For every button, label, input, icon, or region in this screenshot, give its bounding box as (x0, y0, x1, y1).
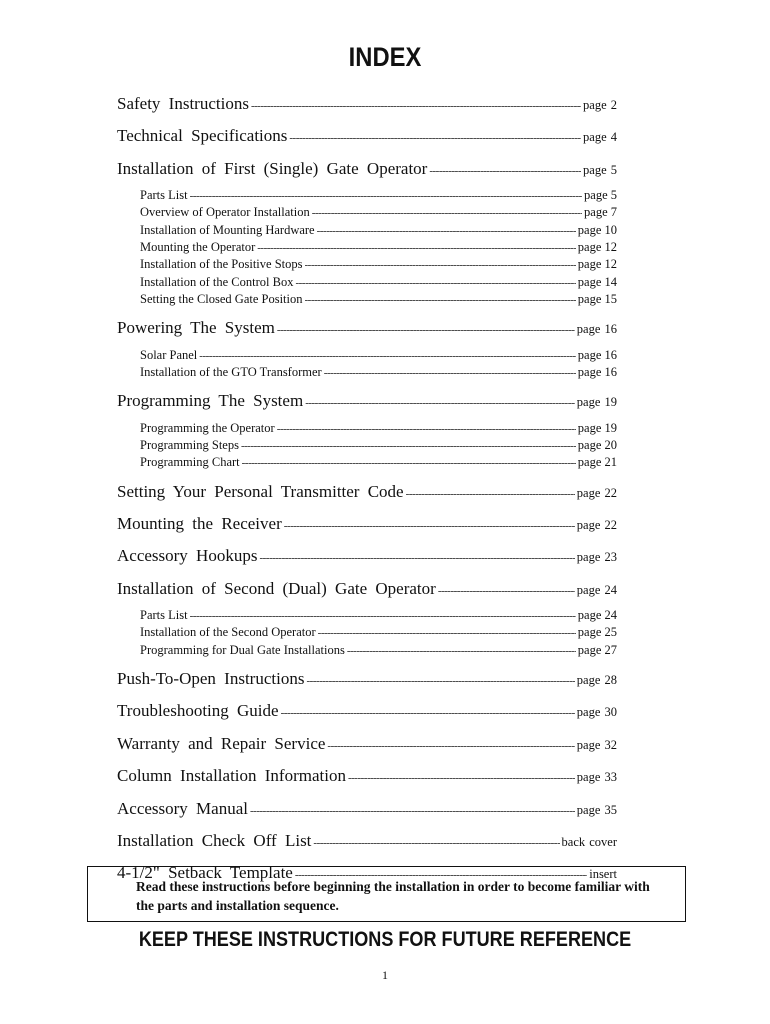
toc-entry-label: Column Installation Information (117, 766, 346, 786)
toc-entry (117, 695, 617, 727)
dot-leader (251, 90, 581, 120)
dot-leader (284, 510, 575, 540)
toc-entry-label: Installation of the Control Box (140, 274, 294, 289)
toc-entry-page: page 12 (577, 257, 617, 272)
toc-entry (117, 540, 617, 572)
toc-entry-page: page 16 (577, 347, 617, 362)
toc-entry-label: Push-To-Open Instructions (117, 668, 305, 688)
toc-entry-page: page 22 (576, 485, 617, 500)
dot-leader (305, 292, 576, 308)
toc-entry-page: page 7 (584, 205, 617, 220)
toc-entry-label: Safety Instructions (117, 94, 249, 113)
dot-leader (438, 575, 575, 605)
dot-leader (317, 223, 576, 239)
dot-leader (429, 155, 581, 185)
toc-entry-label: Overview of Operator Installation (140, 205, 310, 220)
toc-entry-label: Parts List (140, 188, 188, 203)
toc-entry (117, 120, 617, 152)
notice-box (87, 866, 686, 922)
dot-leader (312, 205, 582, 221)
dot-leader (313, 827, 559, 857)
dot-leader (406, 478, 575, 508)
toc-entry (117, 793, 617, 825)
toc-entry-label: Installation of Mounting Hardware (140, 222, 315, 237)
toc-entry-label: Accessory Hookups (117, 546, 258, 566)
toc-entry-page: page 27 (577, 642, 617, 657)
toc-entry-page: page 24 (577, 608, 617, 623)
toc-entry-page: page 25 (577, 625, 617, 640)
dot-leader (259, 542, 574, 572)
toc-entry-label: Troubleshooting Guide (117, 701, 279, 721)
dot-leader (289, 122, 581, 152)
toc-entry-label: Programming Chart (140, 455, 240, 470)
toc-entry-page: page 5 (584, 188, 617, 203)
toc-entry-page: page 5 (583, 162, 617, 177)
dot-leader (281, 697, 575, 727)
toc-entry-label: Powering The System (117, 318, 275, 338)
toc-entry-label: Installation of the Positive Stops (140, 257, 303, 272)
toc-entry (117, 153, 617, 185)
toc-subentry (140, 642, 617, 659)
toc-entry-page: page 16 (576, 322, 617, 337)
toc-entry-label: Setting the Closed Gate Position (140, 291, 303, 306)
dot-leader (306, 665, 574, 695)
toc-subgroup (117, 418, 617, 476)
toc-entry-label: Installation Check Off List (117, 830, 312, 850)
toc-subentry (140, 187, 617, 204)
toc-entry (117, 760, 617, 792)
toc-entry (117, 385, 617, 417)
toc-entry-label: 4-1/2" Setback Template (117, 863, 293, 883)
dot-leader (327, 730, 574, 760)
toc-entry-page: insert (589, 867, 617, 882)
toc-entry-label: Installation of First (Single) Gate Operator (117, 158, 428, 178)
toc-subentry (140, 420, 617, 437)
toc-entry (117, 508, 617, 540)
toc-entry-label: Mounting the Operator (140, 240, 256, 255)
toc-subentry (140, 454, 617, 471)
dot-leader (324, 365, 576, 381)
table-of-contents (117, 88, 617, 890)
toc-entry-label: Programming for Dual Gate Installations (140, 642, 345, 657)
dot-leader (277, 421, 576, 437)
toc-entry-page: page 33 (576, 770, 617, 785)
toc-subgroup (117, 345, 617, 386)
toc-entry-label: Programming the Operator (140, 420, 275, 435)
toc-entry-label: Accessory Manual (117, 798, 248, 818)
toc-entry-page: page 23 (576, 550, 617, 565)
dot-leader (348, 762, 575, 792)
page-number: 1 (382, 968, 388, 982)
dot-leader (295, 275, 575, 291)
dot-leader (241, 438, 576, 454)
toc-entry-page: page 28 (576, 672, 617, 687)
toc-entry (117, 476, 617, 508)
toc-subentry (140, 222, 617, 239)
toc-entry-page: page 10 (577, 222, 617, 237)
toc-entry-label: Parts List (140, 608, 188, 623)
toc-entry-label: Mounting the Receiver (117, 513, 282, 533)
toc-entry-label: Installation of the GTO Transformer (140, 364, 322, 379)
toc-subentry (140, 607, 617, 624)
toc-entry (117, 573, 617, 605)
toc-entry (117, 728, 617, 760)
toc-subgroup (117, 605, 617, 663)
toc-entry-page: page 24 (576, 582, 617, 597)
toc-entry-page: page 4 (583, 130, 617, 145)
toc-entry-label: Setting Your Personal Transmitter Code (117, 481, 404, 501)
toc-entry-label: Programming The System (117, 391, 304, 411)
dot-leader (190, 608, 576, 624)
dot-leader (250, 795, 575, 825)
toc-subentry (140, 364, 617, 381)
page-title: INDEX (348, 42, 422, 72)
toc-entry-page: back cover (561, 834, 617, 849)
dot-leader (277, 314, 575, 344)
toc-entry (117, 88, 617, 120)
toc-entry (117, 825, 617, 857)
dot-leader (305, 387, 575, 417)
toc-entry (117, 312, 617, 344)
toc-subentry (140, 437, 617, 454)
notice-text: Read these instructions before beginning the installation in order to become familiar with the parts and installation sequence. (136, 879, 650, 913)
toc-subentry (140, 256, 617, 273)
dot-leader (242, 455, 576, 471)
toc-entry-page: page 12 (577, 240, 617, 255)
toc-entry-label: Installation of Second (Dual) Gate Operator (117, 578, 436, 598)
dot-leader (305, 257, 576, 273)
toc-subgroup (117, 185, 617, 312)
toc-entry-label: Installation of the Second Operator (140, 625, 316, 640)
toc-subentry (140, 274, 617, 291)
dot-leader (199, 348, 575, 364)
toc-entry-page: page 19 (576, 395, 617, 410)
dot-leader (318, 625, 576, 641)
toc-entry-page: page 30 (576, 705, 617, 720)
toc-entry-page: page 32 (576, 737, 617, 752)
dot-leader (347, 643, 576, 659)
toc-subentry (140, 204, 617, 221)
toc-entry (117, 663, 617, 695)
toc-entry-label: Warranty and Repair Service (117, 733, 326, 753)
toc-entry-page: page 19 (577, 420, 617, 435)
toc-subentry (140, 291, 617, 308)
toc-entry-page: page 35 (576, 802, 617, 817)
toc-entry-page: page 21 (577, 455, 617, 470)
toc-entry-page: page 22 (576, 517, 617, 532)
toc-entry-page: page 14 (577, 274, 617, 289)
footer-banner: KEEP THESE INSTRUCTIONS FOR FUTURE REFERENCE (138, 928, 632, 951)
toc-entry-page: page 15 (577, 291, 617, 306)
toc-entry-page: page 20 (577, 437, 617, 452)
toc-subentry (140, 347, 617, 364)
toc-entry-label: Technical Specifications (117, 126, 288, 146)
dot-leader (190, 188, 582, 204)
dot-leader (257, 240, 576, 256)
toc-subentry (140, 624, 617, 641)
toc-entry-page: page 16 (577, 364, 617, 379)
toc-subentry (140, 239, 617, 256)
toc-entry-page: page 2 (583, 98, 617, 112)
toc-entry-label: Programming Steps (140, 437, 239, 452)
toc-entry-label: Solar Panel (140, 347, 198, 362)
